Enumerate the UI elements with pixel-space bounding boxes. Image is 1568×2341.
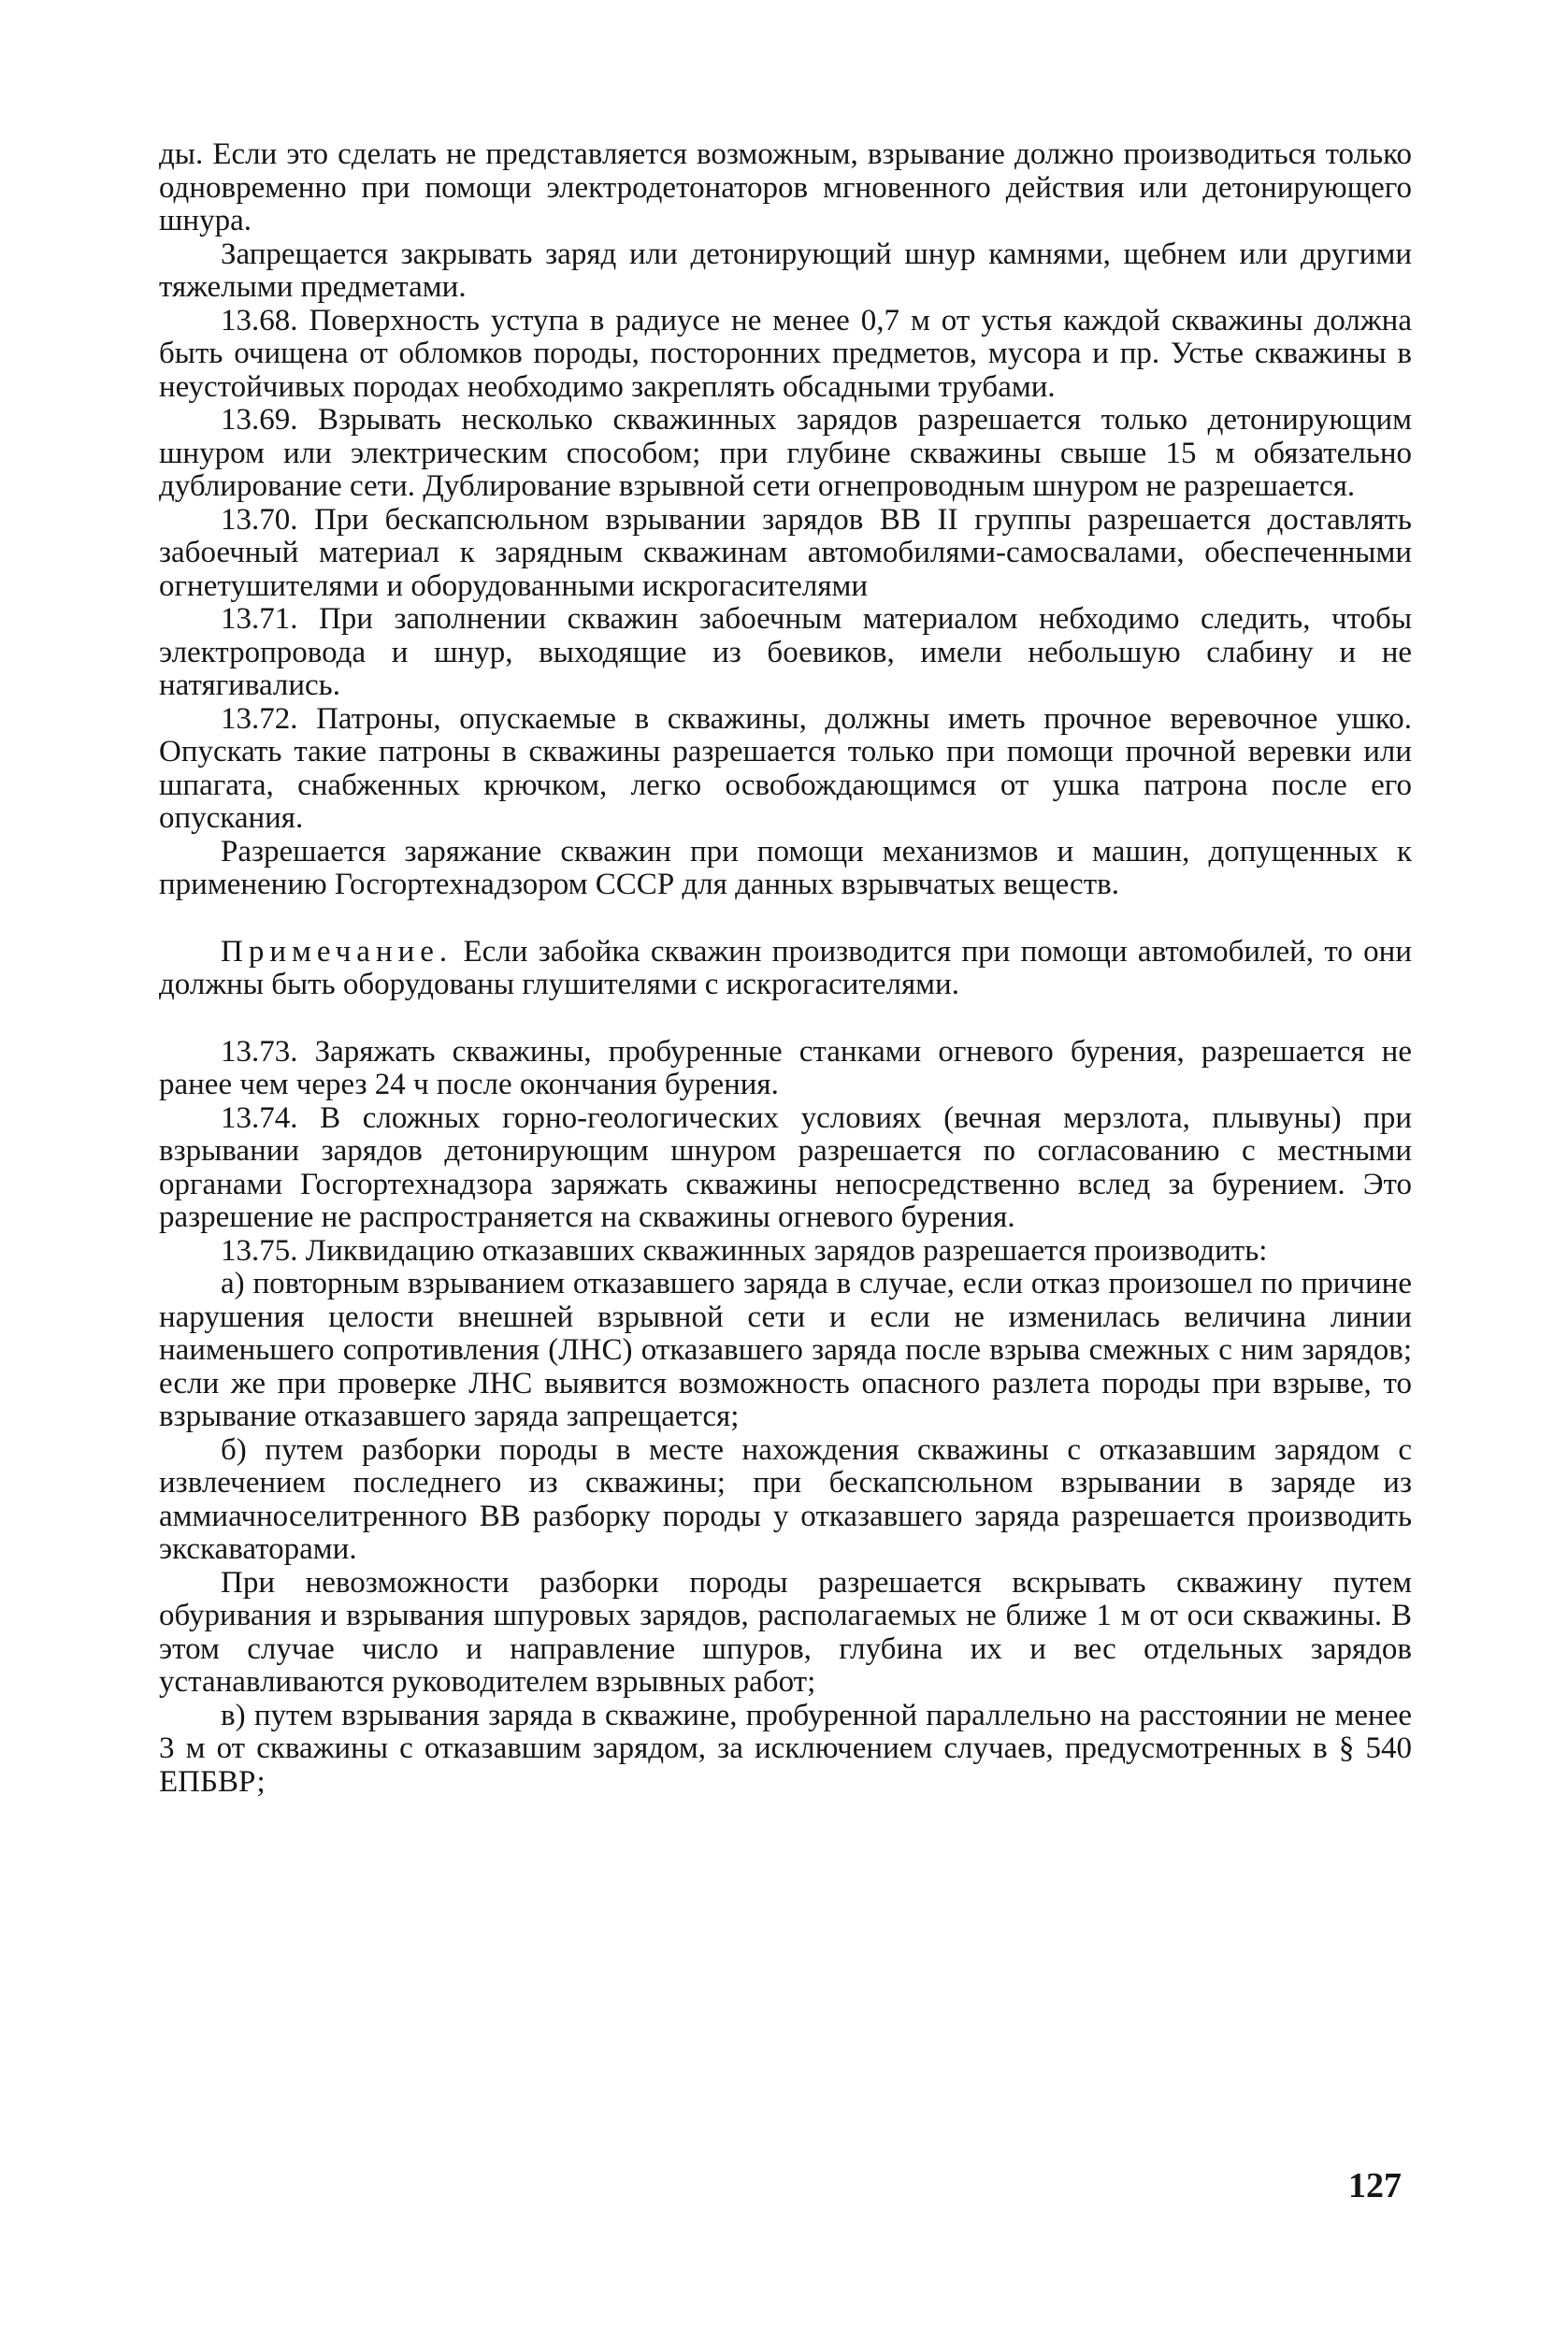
paragraph-13-72: 13.72. Патроны, опускаемые в скважины, должны иметь прочное веревочное ушко. Опускать такие патроны в скважины разрешается только при помощи прочной веревки или шпагата, снабженных крючком, легко освобождающимся от ушка патрона после его опускания. — [159, 701, 1412, 835]
paragraph-13-69: 13.69. Взрывать несколько скважинных зарядов разрешается только детонирующим шнуром или электрическим способом; при глубине скважины свыше 15 м обязательно дублирование сети. Дублирование взрывной сети огнепроводным шнуром не разрешается. — [159, 403, 1412, 503]
paragraph-item-b: б) путем разборки породы в месте нахождения скважины с отказавшим зарядом с извлечением последнего из скважины; при бескапсюльном взрывании в заряде из аммиачноселитренного ВВ разборку породы у отказавшего заряда разрешается производить экскаваторами. — [159, 1432, 1412, 1566]
paragraph-13-71: 13.71. При заполнении скважин забоечным материалом небходимо следить, чтобы электропровода и шнур, выходящие из боевиков, имели небольшую слабину и не натягивались. — [159, 602, 1412, 702]
paragraph-continuation: ды. Если это сделать не представляется возможным, взрывание должно производиться только одновременно при помощи электродетонаторов мгновенного действия или детонирующего шнура. — [159, 137, 1412, 237]
paragraph-13-68: 13.68. Поверхность уступа в радиусе не менее 0,7 м от устья каждой скважины должна быть очищена от обломков породы, посторонних предметов, мусора и пр. Устье скважины в неустойчивых породах необходимо закреплять обсадными трубами. — [159, 303, 1412, 404]
paragraph-charging-mechanisms: Разрешается заряжание скважин при помощи механизмов и машин, допущенных к применению Госгортехнадзором СССР для данных взрывчатых веществ. — [159, 834, 1412, 901]
page-body — [159, 138, 1412, 1799]
paragraph-item-a: а) повторным взрыванием отказавшего заряда в случае, если отказ произошел по причине нарушения целости внешней взрывной сети и если не изменилась величина линии наименьшего сопротивления (ЛНС) отказавшего заряда после взрыва смежных с ним зарядов; если же при проверке ЛНС выявится возможность опасного разлета породы при взрыве, то взрывание отказавшего заряда запрещается; — [159, 1267, 1412, 1433]
paragraph-item-v: в) путем взрывания заряда в скважине, пробуренной параллельно на расстоянии не менее 3 м от скважины с отказавшим зарядом, за исключением случаев, предусмотренных в § 540 ЕПБВР; — [159, 1698, 1412, 1799]
paragraph-impossibility: При невозможности разборки породы разрешается вскрывать скважину путем обуривания и взрывания шпуровых зарядов, располагаемых не ближе 1 м от оси скважины. В этом случае число и направление шпуров, глубина их и вес отдельных зарядов устанавливаются руководителем взрывных работ; — [159, 1565, 1412, 1699]
paragraph-13-75: 13.75. Ликвидацию отказавших скважинных зарядов разрешается производить: — [221, 1233, 1268, 1268]
paragraph-prohibition: Запрещается закрывать заряд или детонирующий шнур камнями, щебнем или другими тяжелыми предметами. — [159, 237, 1412, 304]
paragraph-13-70: 13.70. При бескапсюльном взрывании зарядов ВВ II группы разрешается доставлять забоечный материал к зарядным скважинам автомобилями-самосвалами, обеспеченными огнетушителями и оборудованными искрогасителями — [159, 502, 1412, 603]
paragraph-13-74: 13.74. В сложных горно-геологических условиях (вечная мерзлота, плывуны) при взрывании зарядов детонирующим шнуром разрешается по согласованию с местными органами Госгортехнадзора заряжать скважины непосредственно вслед за бурением. Это разрешение не распространяется на скважины огневого бурения. — [159, 1100, 1412, 1234]
note-text: Если забойка скважин производится при помощи автомобилей, то они должны быть оборудованы глушителями с искрогасителями. — [159, 934, 1412, 1001]
page-number: 127 — [1348, 2166, 1402, 2205]
paragraph-13-73: 13.73. Заряжать скважины, пробуренные станками огневого бурения, разрешается не ранее чем через 24 ч после окончания бурения. — [159, 1034, 1412, 1101]
note-paragraph — [159, 936, 1412, 1002]
note-label: Примечание. — [221, 934, 453, 969]
